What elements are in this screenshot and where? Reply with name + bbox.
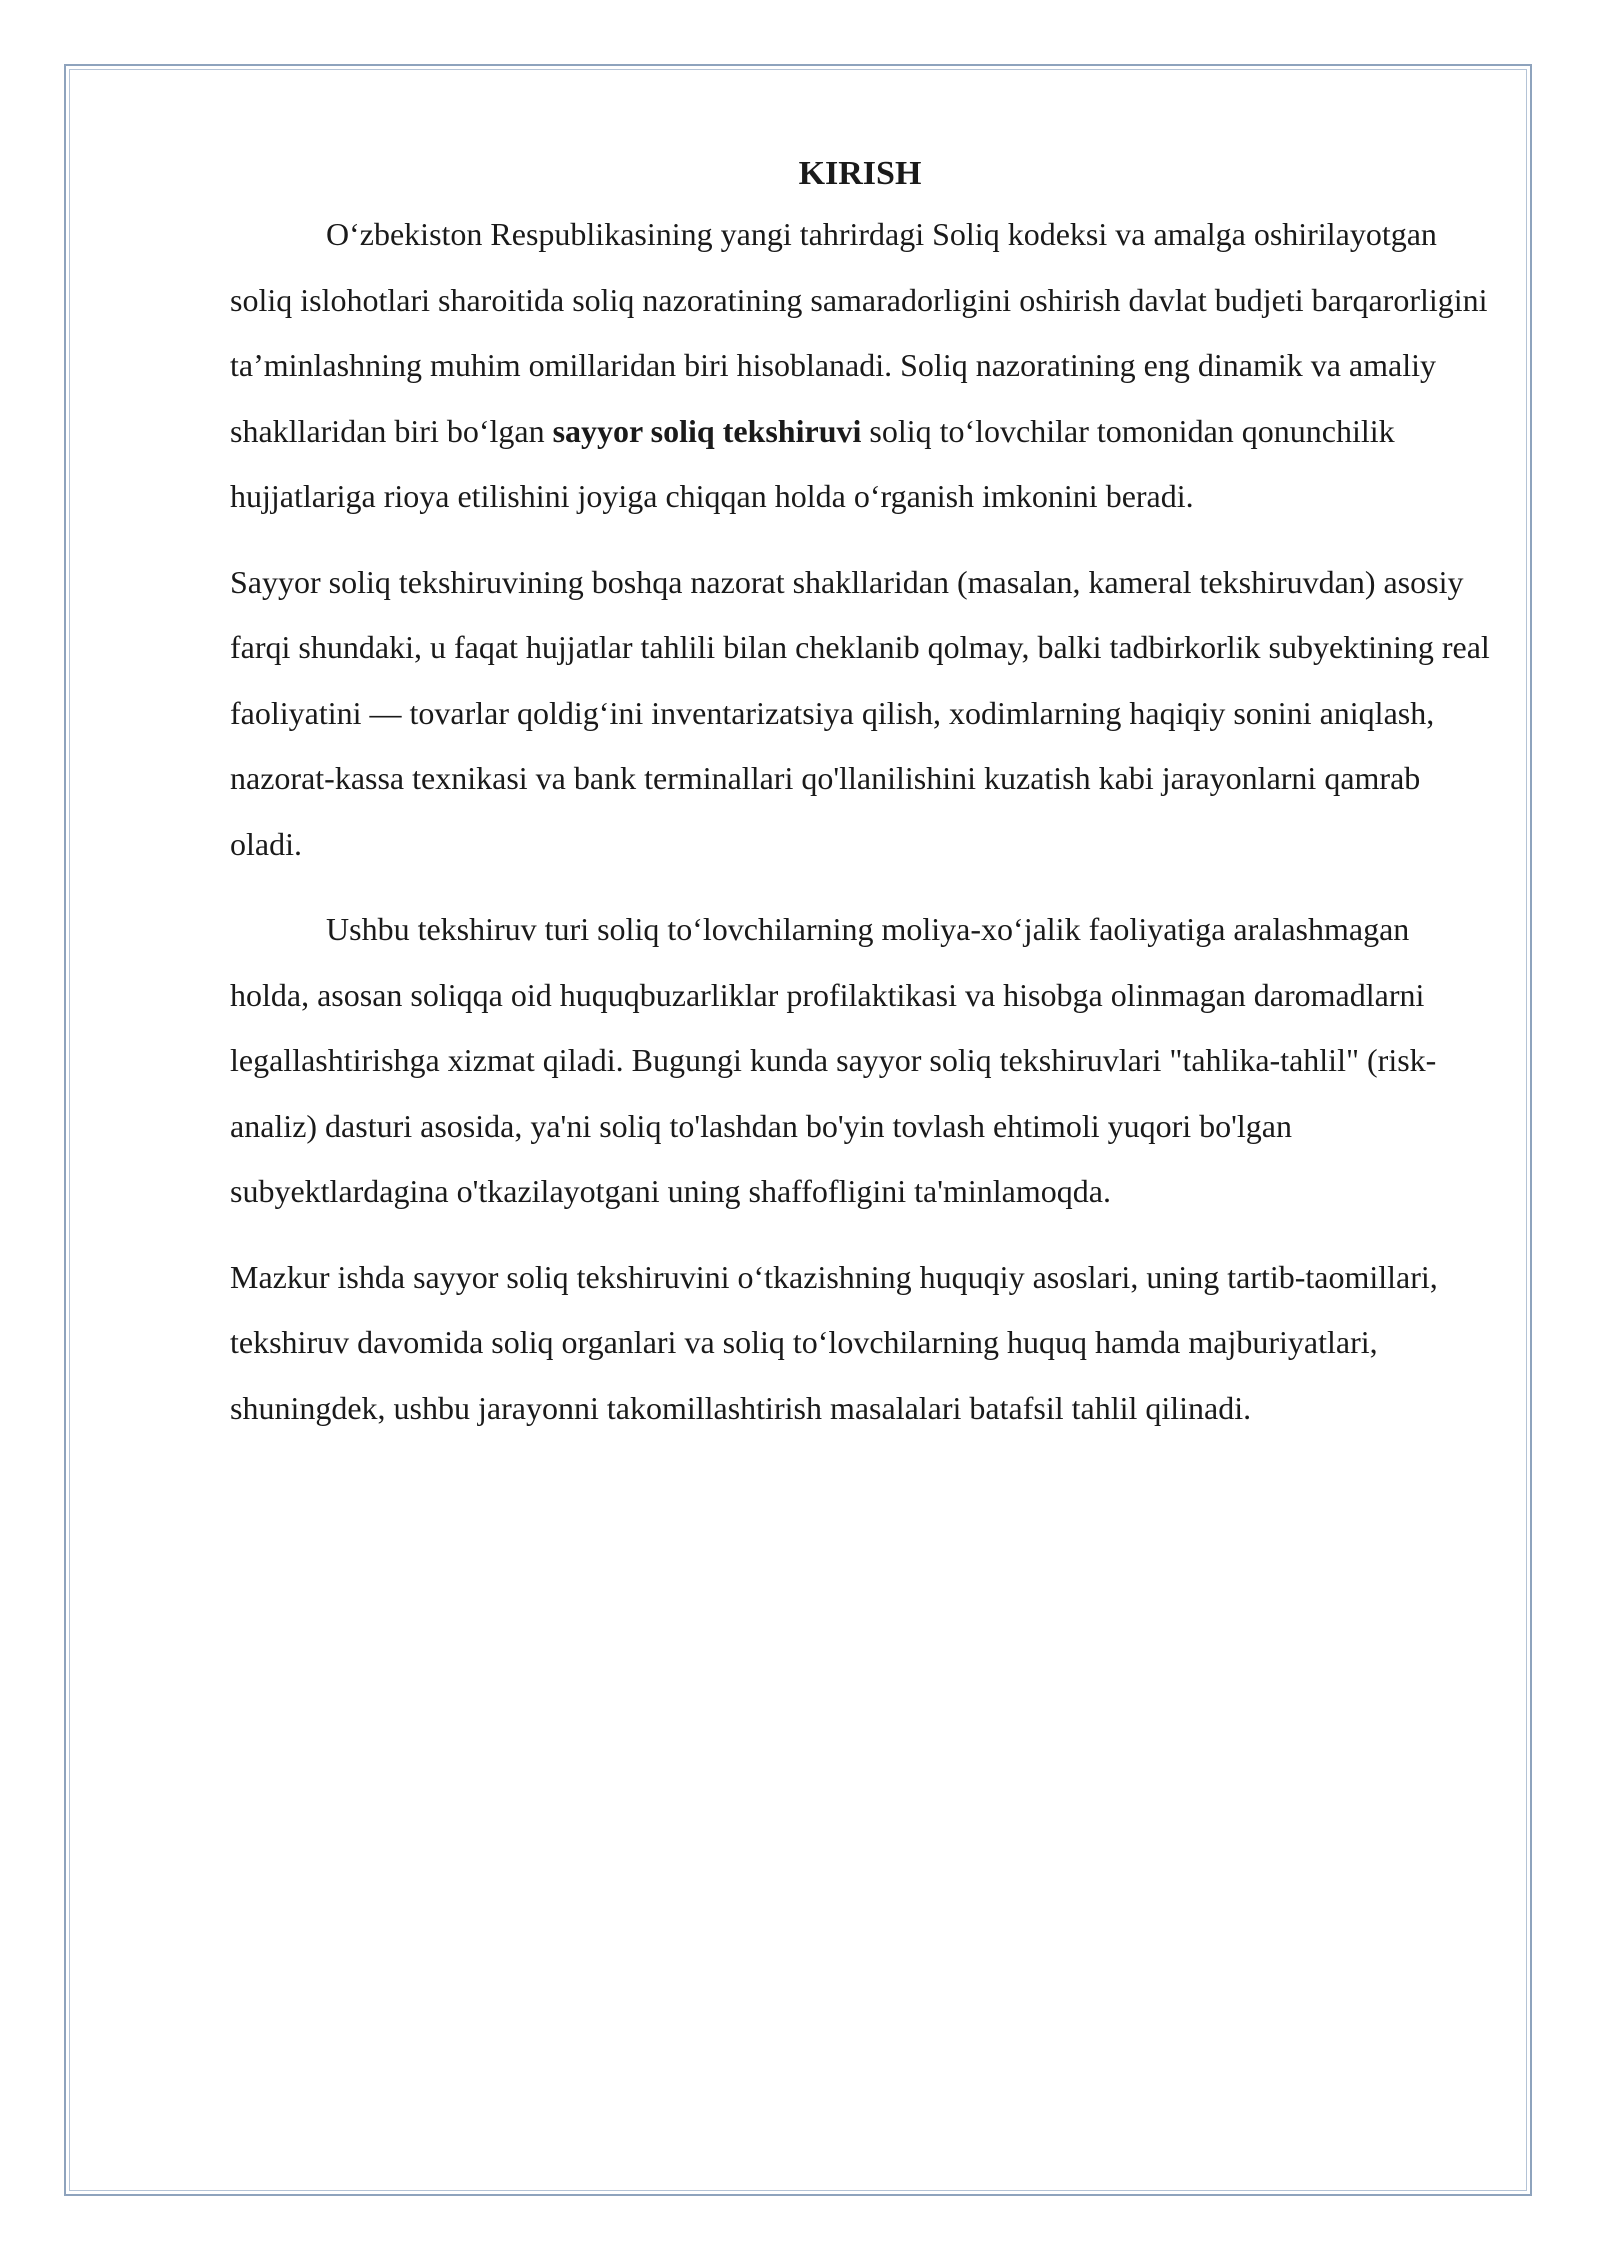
- document-heading: KIRISH: [798, 155, 922, 192]
- paragraph-4: Mazkur ishda sayyor soliq tekshiruvini o‘tkazishning huquqiy asoslari, uning tartib-taomillari, tekshiruv davomida soliq organlari va soliq to‘lovchilarning huquq hamda majburiyatlari, shuningdek, ushbu jarayonni takomillashtirish masalalari batafsil tahlil qilinadi.: [230, 1258, 1438, 1426]
- paragraph-3: Ushbu tekshiruv turi soliq to‘lovchilarning moliya-xo‘jalik faoliyatiga aralashmagan holda, asosan soliqqa oid huquqbuzarliklar profilaktikasi va hisobga olinmagan daromadlarni legallashtirishga xizmat qiladi. Bugungi kunda sayyor soliq tekshiruvlari "tahlika-tahlil" (risk-analiz) dasturi asosida, ya'ni soliq to'lashdan bo'yin tovlash ehtimoli yuqori bo'lgan subyektlardagina o'tkazilayotgani uning shaffofligini ta'minlamoqda.: [230, 911, 1437, 1209]
- paragraph-1-text-end: soliq to‘lovchilar tomonidan qonunchilik hujjatlariga rioya etilishini joyiga chiqqan holda o‘rganish imkonini beradi.: [230, 412, 1395, 514]
- document-body: [230, 150, 1490, 1441]
- paragraph-1-text-start: O‘zbekiston Respublikasining yangi tahrirdagi Soliq kodeksi va amalga oshirilayotgan soliq islohotlari sharoitida soliq nazoratining samaradorligini oshirish davlat budjeti barqarorligini ta’minlashning muhim omillaridan biri hisoblanadi. Soliq nazoratining eng dinamik va amaliy shakllaridan biri bo‘lgan: [230, 216, 1488, 449]
- paragraph-2: Sayyor soliq tekshiruvining boshqa nazorat shakllaridan (masalan, kameral tekshiruvdan) asosiy farqi shundaki, u faqat hujjatlar tahlili bilan cheklanib qolmay, balki tadbirkorlik subyektining real faoliyatini — tovarlar qoldig‘ini inventarizatsiya qilish, xodimlarning haqiqiy sonini aniqlash, nazorat-kassa texnikasi va bank terminallari qo'llanilishini kuzatish kabi jarayonlarni qamrab oladi.: [230, 563, 1490, 862]
- paragraph-1: [230, 202, 1490, 530]
- paragraph-1-bold-term: sayyor soliq tekshiruvi: [552, 412, 862, 449]
